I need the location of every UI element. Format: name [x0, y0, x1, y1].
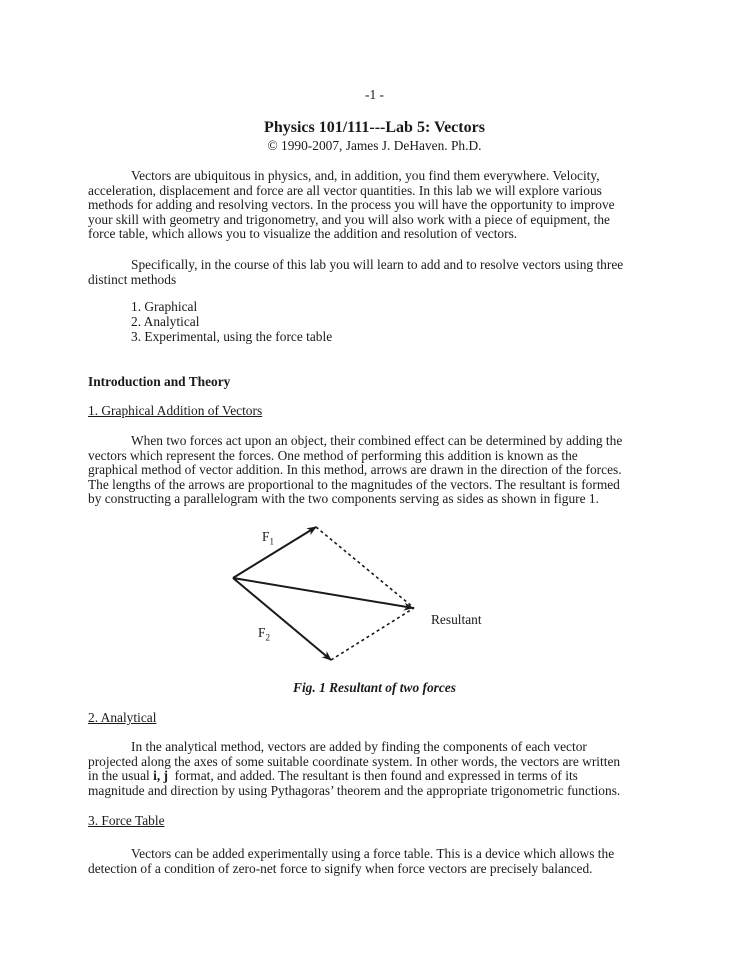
- text-line: distinct methods: [88, 271, 177, 287]
- subsection-heading-analytical: 2. Analytical: [88, 710, 157, 725]
- list-item: 3. Experimental, using the force table: [131, 329, 333, 344]
- text-line: by constructing a parallelogram with the two components serving as sides as shown in figure 1.: [88, 491, 599, 506]
- text-line: detection of a condition of zero-net force to signify when force vectors are precisely balanced.: [88, 860, 593, 876]
- text-line: Vectors are ubiquitous in physics, and, in addition, you find them everywhere. Velocity,: [131, 168, 600, 183]
- ij-notation: i, j: [153, 768, 168, 783]
- text-line: The lengths of the arrows are proportional to the magnitudes of the vectors. The resultant is formed: [88, 476, 620, 492]
- page-number: -1 -: [365, 87, 384, 102]
- f1-subscript: 1: [269, 536, 274, 547]
- text-line: Vectors can be added experimentally using a force table. This is a device which allows the: [131, 846, 615, 861]
- text-line: [88, 769, 578, 783]
- figure-caption: Fig. 1 Resultant of two forces: [293, 680, 456, 695]
- resultant-vector: [233, 578, 413, 608]
- section-heading: Introduction and Theory: [88, 374, 231, 389]
- text-segment: format, and added. The resultant is then found and expressed in terms of its: [167, 768, 578, 783]
- text-line: graphical method of vector addition. In this method, arrows are drawn in the direction of the forces.: [88, 462, 622, 477]
- text-line: projected along the axes of some suitable coordinate system. In other words, the vectors are written: [88, 753, 621, 769]
- f2-subscript: 2: [265, 632, 270, 643]
- f1-label: [262, 529, 274, 547]
- text-line: force table, which allows you to visualize the addition and resolution of vectors.: [88, 226, 518, 241]
- page-title: Physics 101/111---Lab 5: Vectors: [264, 119, 485, 136]
- subsection-heading-graphical: 1. Graphical Addition of Vectors: [88, 403, 263, 418]
- subsection-heading-force-table: 3. Force Table: [88, 813, 165, 828]
- text-line: your skill with geometry and trigonometry, and you will also work with a piece of equipment, the: [88, 211, 610, 227]
- list-item: 1. Graphical: [131, 299, 198, 314]
- f2-label: [258, 625, 270, 643]
- dashed-side: [316, 527, 414, 608]
- text-line: Specifically, in the course of this lab you will learn to add and to resolve vectors using three: [131, 257, 624, 272]
- text-line: When two forces act upon an object, their combined effect can be determined by adding the: [131, 433, 623, 448]
- f2-label-text: F: [258, 625, 266, 640]
- text-line: acceleration, displacement and force are all vector quantities. In this lab we will explore various: [88, 182, 602, 198]
- f1-vector: [233, 527, 316, 578]
- text-line: In the analytical method, vectors are added by finding the components of each vector: [131, 739, 587, 754]
- dashed-side: [331, 608, 414, 660]
- f1-label-text: F: [262, 529, 270, 544]
- list-item: 2. Analytical: [131, 314, 200, 329]
- resultant-label: Resultant: [431, 612, 482, 627]
- text-segment: in the usual: [88, 768, 154, 783]
- f2-vector: [233, 578, 331, 660]
- text-line: methods for adding and resolving vectors. In the process you will have the opportunity to improve: [88, 197, 615, 212]
- text-line: vectors which represent the forces. One method of performing this addition is known as the: [88, 447, 578, 463]
- text-line: magnitude and direction by using Pythagoras’ theorem and the appropriate trigonometric functions.: [88, 782, 621, 798]
- copyright: © 1990-2007, James J. DeHaven. Ph.D.: [267, 138, 482, 153]
